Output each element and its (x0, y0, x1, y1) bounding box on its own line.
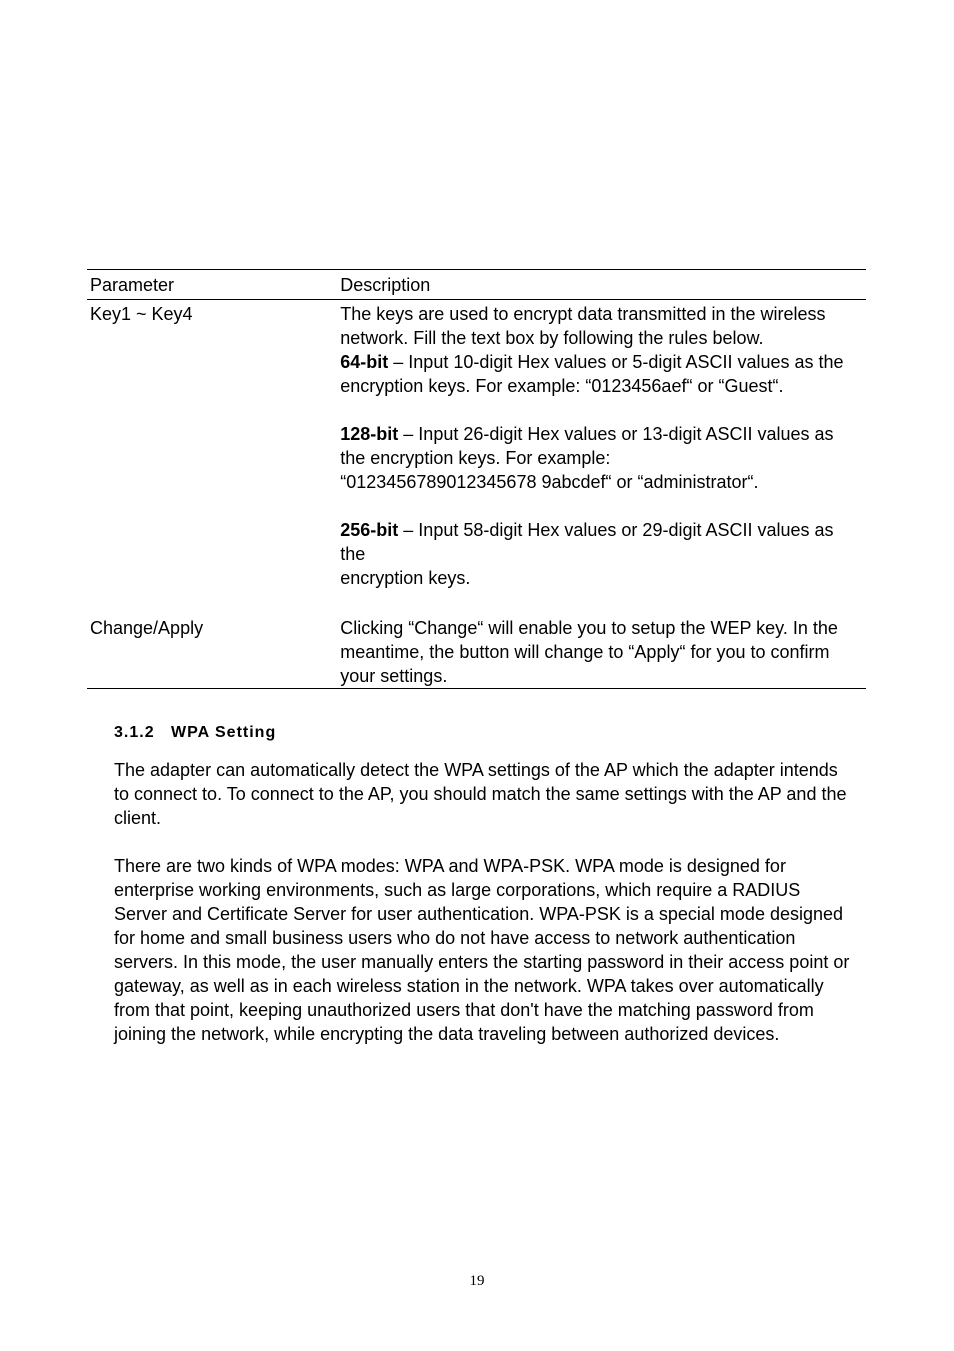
bit128-example: “0123456789012345678 9abcdef“ or “administrator“. (340, 472, 759, 492)
row-description (337, 300, 866, 615)
row-parameter: Change/Apply (87, 614, 337, 689)
bit128-rule (340, 422, 863, 470)
bit64-text: – Input 10-digit Hex values or 5-digit ASCII values as the encryption keys. For example: “0123456aef“ or “Guest“. (340, 352, 844, 396)
table-header-row (87, 270, 866, 300)
bit256-label: 256-bit (340, 520, 399, 540)
bit64-rule (340, 350, 863, 398)
table-row (87, 300, 866, 615)
spacer (340, 398, 863, 422)
spacer (340, 590, 863, 614)
bit64-label: 64-bit (340, 352, 389, 372)
table-body (87, 300, 866, 689)
bit128-label: 128-bit (340, 424, 399, 444)
body-paragraph: The adapter can automatically detect the WPA settings of the AP which the adapter intends to connect to. To connect to the AP, you should match the same settings with the AP and the client. (114, 760, 847, 828)
table-row (87, 614, 866, 689)
header-description: Description (337, 270, 866, 300)
bit256-text: – Input 58-digit Hex values or 29-digit ASCII values as the (340, 520, 834, 564)
bit256-tail: encryption keys. (340, 568, 471, 588)
section-title: WPA Setting (171, 724, 277, 741)
table-header (87, 270, 866, 300)
row-parameter: Key1 ~ Key4 (90, 304, 193, 324)
keys-intro: The keys are used to encrypt data transmitted in the wireless network. Fill the text box by following the rules below. (340, 304, 826, 348)
parameter-table (87, 269, 866, 689)
header-parameter: Parameter (87, 270, 337, 300)
section-heading (114, 723, 276, 743)
row-description: Clicking “Change“ will enable you to setup the WEP key. In the meantime, the button will change to “Apply“ for you to confirm your settings. (337, 614, 866, 689)
bit256-rule (340, 518, 863, 566)
bit128-text: – Input 26-digit Hex values or 13-digit ASCII values as the encryption keys. For example: (340, 424, 834, 468)
body-paragraph: There are two kinds of WPA modes: WPA and WPA-PSK. WPA mode is designed for enterprise working environments, such as large corporations, which require a RADIUS Server and Certificate Server for user authentication. WPA-PSK is a special mode designed for home and small business users who do not have access to network authentication servers. In this mode, the user manually enters the starting password in their access point or gateway, as well as in each wireless station in the network. WPA takes over automatically from that point, keeping unauthorized users that don't have the matching password from joining the network, while encrypting the data traveling between authorized devices. (114, 856, 850, 1044)
page-number: 19 (469, 1273, 485, 1289)
spacer (340, 494, 863, 518)
section-number: 3.1.2 (114, 724, 155, 741)
